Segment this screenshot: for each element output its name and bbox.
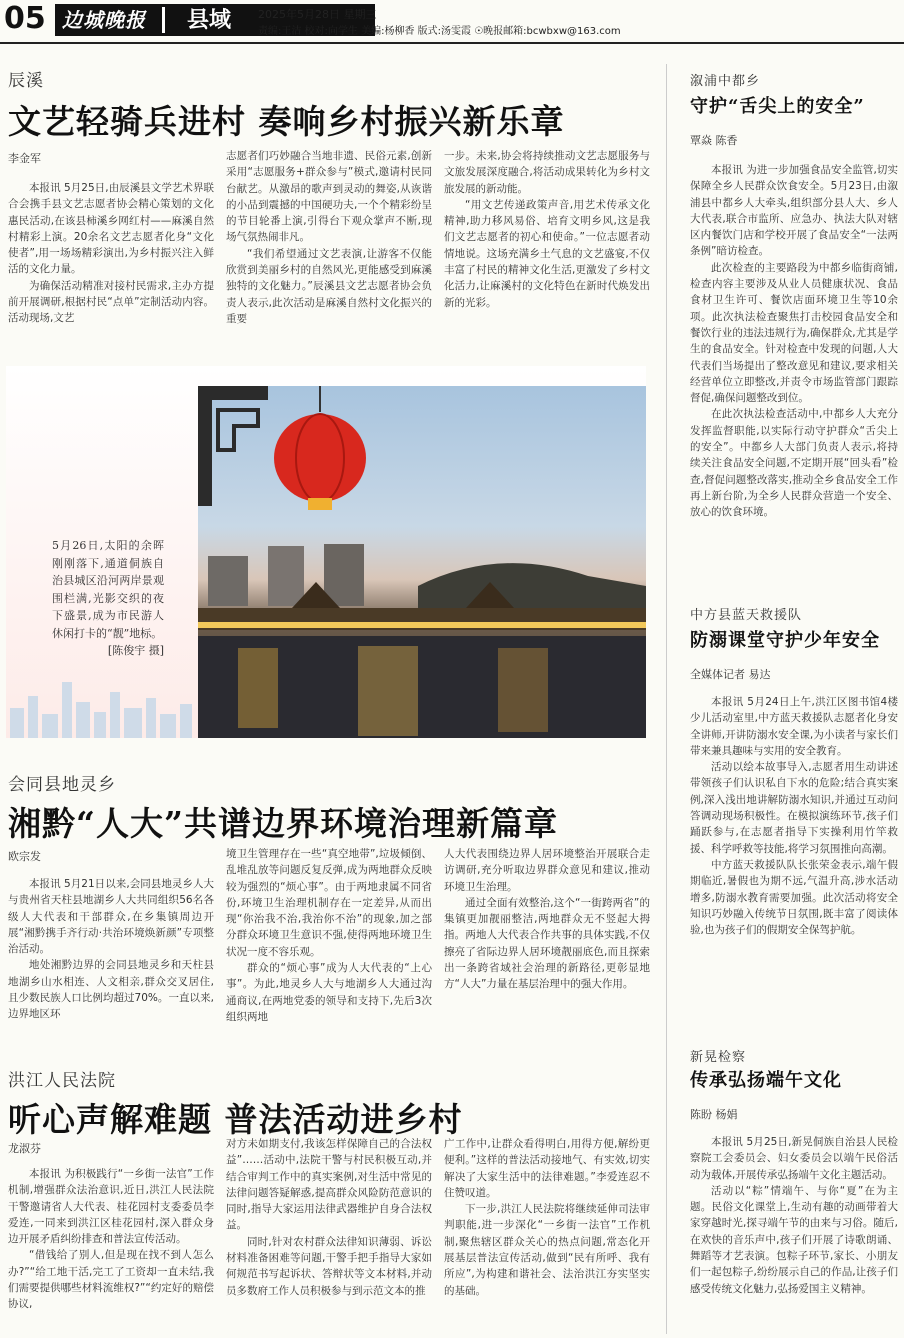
paragraph: 为确保活动精准对接村民需求,主办方提前开展调研,根据村民“点单”定制活动内容。活动现场,文艺 bbox=[8, 279, 214, 325]
photo-caption bbox=[52, 537, 164, 660]
article-column bbox=[444, 148, 650, 360]
article-column bbox=[226, 148, 432, 360]
paragraph: 对方未如期支付,我该怎样保障自己的合法权益”……活动中,法院干警与村民积极互动,并结合审判工作中的真实案例,对生活中常见的法律问题答疑解惑,提高群众风险防范意识的同时,指导大家运用法律武器维护自身合法权益。 bbox=[226, 1138, 432, 1232]
article-kicker: 会同县地灵乡 bbox=[8, 775, 116, 795]
article-headline: 湘黔“人大”共谱边界环境治理新篇章 bbox=[8, 804, 558, 843]
paragraph: 本报讯 5月25日,新晃侗族自治县人民检察院工会委员会、妇女委员会以端午民俗活动为载体,开展传承弘扬端午文化主题活动。 bbox=[690, 1136, 898, 1181]
article-column bbox=[8, 876, 214, 1036]
article-column bbox=[226, 846, 432, 1036]
paragraph: 本报讯 为进一步加强食品安全监管,切实保障全乡人民群众饮食安全。5月23日,由溆浦县中都乡人大牵头,组织部分县人大、乡人大代表,联合市监所、应急办、执法大队对辖区内餐饮门店和学校开展了食品安全“一法两条例”暗访检查。 bbox=[690, 164, 898, 258]
paragraph: “借钱给了别人,但是现在找不到人怎么办?”“给工地干活,完工了工资却一直未结,我们需要提供哪些材料流维权?”“约定好的赔偿协议, bbox=[8, 1249, 214, 1311]
paragraph: 同时,针对农村群众法律知识薄弱、诉讼材料准备困难等问题,干警手把手指导大家如何规范书写起诉状、答辩状等文本材料,并动员多数府工作人员积极参与到示范文本的推 bbox=[226, 1235, 432, 1297]
article-column bbox=[444, 846, 650, 1036]
article-author: 李金军 bbox=[8, 152, 41, 165]
page-number: 05 bbox=[4, 1, 46, 36]
paragraph: 中方蓝天救援队队长张荣金表示,端午假期临近,暑假也为期不远,气温升高,涉水活动增多,防溺水教育需要加强。此次活动将安全知识巧妙融入传统节日氛围,既丰富了阅读体验,也为孩子们的假期安全保驾护航。 bbox=[690, 858, 898, 937]
article-kicker: 辰溪 bbox=[8, 71, 44, 91]
article-column bbox=[444, 1136, 650, 1334]
photo-scene bbox=[198, 386, 646, 738]
paragraph: 志愿者们巧妙融合当地非遗、民俗元素,创新采用“志愿服务+群众参与”模式,邀请村民同台献艺。从激昂的歌声到灵动的舞姿,从诙谐的小品到震撼的中国硬功夫,一个个精彩纷呈的节目轮番上演,引得台下观众掌声不断,现场气氛热闹非凡。 bbox=[226, 150, 432, 244]
paragraph: 一步。未来,协会将持续推动文艺志愿服务与文旅发展深度融合,将活动成果转化为乡村文旅发展的新动能。 bbox=[444, 150, 650, 195]
sidebar-author: 覃焱 陈香 bbox=[690, 134, 738, 147]
photo-credit: [陈俊宇 摄] bbox=[107, 644, 164, 657]
paragraph: 本报讯 5月24日上午,洪江区图书馆4楼少儿活动室里,中方蓝天救援队志愿者化身安全讲师,开讲防溺水安全课,为小读者与家长们带来兼具趣味与实用的安全教育。 bbox=[690, 696, 898, 757]
paragraph: 境卫生管理存在一些“真空地带”,垃圾倾倒、乱堆乱放等问题反复反弹,成为两地群众反映较为强烈的“烦心事”。由于两地隶属不同省份,环境卫生治理机制存在一定差异,从而出现“你治我不治,我治你不治”的现象,加之部分群众环境卫生意识不强,使得两地环境卫生状况一度不容乐观。 bbox=[226, 848, 432, 958]
paragraph: 在此次执法检查活动中,中都乡人大充分发挥监督职能,以实际行动守护群众“舌尖上的安全”。中都乡人大部门负责人表示,将持续关注食品安全问题,不定期开展“回头看”检查,督促问题整改落实,推动全乡食品安全工作再上新台阶,为全乡人民群众营造一个安全、放心的饮食环境。 bbox=[690, 408, 898, 519]
article-kicker: 洪江人民法院 bbox=[8, 1071, 116, 1091]
paragraph: 本报讯 5月21日以来,会同县地灵乡人大与贵州省天柱县地湖乡人大共同组织56名各级人大代表和干部群众,在乡集镇周边开展“湘黔携手齐行动·共治环境焕新颜”专项整治活动。 bbox=[8, 878, 214, 956]
paragraph: “我们希望通过文艺表演,让游客不仅能欣赏到美丽乡村的自然风光,更能感受到麻溪独特的文化魅力。”辰溪县文艺志愿者协会负责人表示,此次活动是麻溪自然村文化振兴的重要 bbox=[226, 247, 432, 325]
paper-name: 边城晚报 bbox=[62, 8, 146, 32]
paragraph: “用文艺传递政策声音,用艺术传承文化精神,助力移风易俗、培育文明乡风,这是我们文艺志愿者的初心和使命。”一位志愿者动情地说。这场充满乡土气息的文艺盛宴,不仅丰富了村民的精神文化生活,更激发了乡村文化活力,让麻溪村的文化特色在新时代焕发出新的光彩。 bbox=[444, 198, 650, 309]
sidebar-body bbox=[690, 162, 898, 572]
riverside-night-photo bbox=[198, 386, 646, 738]
article-author: 欧宗发 bbox=[8, 850, 41, 863]
article-author: 龙淑芬 bbox=[8, 1142, 41, 1155]
sidebar-body bbox=[690, 1134, 898, 1334]
sidebar-kicker: 中方县蓝天救援队 bbox=[690, 608, 803, 623]
paragraph: 广工作中,让群众看得明白,用得方便,解纷更便利。”这样的普法活动接地气、有实效,切实解决了大家生活中的法律难题。”李爱连忍不住赞叹道。 bbox=[444, 1138, 650, 1199]
article-column bbox=[8, 180, 214, 360]
issue-date: 2025年5月28日 星期三 bbox=[258, 8, 377, 21]
column-divider bbox=[666, 64, 667, 1334]
paragraph: 通过全面有效整治,这个“一街跨两省”的集镇更加靓丽整洁,两地群众无不竖起大拇指。两地人大代表合作共事的具体实践,不仅擦亮了省际边界人居环境靓丽底色,而且探索出一条跨省域社会治理的新路径,更彰显地方“人大”力量在基层治理中的强大作用。 bbox=[444, 896, 650, 991]
header-rule bbox=[0, 42, 904, 44]
sidebar-headline: 防溺课堂守护少年安全 bbox=[690, 630, 880, 651]
article-headline: 听心声解难题 普法活动进乡村 bbox=[8, 1100, 463, 1139]
paragraph: 地处湘黔边界的会同县地灵乡和天柱县地湖乡山水相连、人文相亲,群众交叉居住,且少数民族人口比例均超过70%。一直以来,边界地区环 bbox=[8, 959, 214, 1021]
paragraph: 本报讯 5月25日,由辰溪县文学艺术界联合会携手县文艺志愿者协会精心策划的文化惠民活动,在该县柿溪乡网红村——麻溪自然村精彩上演。20余名文艺志愿者化身“文化使者”,用一场场精彩演出,为乡村振兴注入鲜活的文化力量。 bbox=[8, 182, 214, 276]
caption-text: 5月26日,太阳的余晖刚刚落下,通道侗族自治县城区沿河两岸景观围栏满,光影交织的夜下盛景,成为市民游人休闲打卡的“靓”地标。 bbox=[52, 539, 164, 640]
skyline-illustration bbox=[6, 668, 196, 738]
sidebar-kicker: 溆浦中都乡 bbox=[690, 74, 761, 89]
sidebar-author: 陈盼 杨娟 bbox=[690, 1108, 738, 1121]
section-name: 县域 bbox=[162, 7, 253, 33]
sidebar-headline: 传承弘扬端午文化 bbox=[690, 1070, 842, 1091]
paragraph: 活动以“粽”情端午、与你“夏”在为主题。民俗文化课堂上,生动有趣的动画带着大家穿越时光,探寻端午节的由来与习俗。随后,在欢快的音乐声中,孩子们开展了诗歌朗诵、舞蹈等才艺表演。包粽子环节,家长、小朋友们一起包粽子,纷纷展示自己的作品,让孩子们感受传统文化魅力,弘扬爱国主义精神。 bbox=[690, 1184, 898, 1295]
paragraph: 此次检查的主要路段为中都乡临街商铺,检查内容主要涉及从业人员健康状况、食品食材卫生许可、餐饮店面环境卫生等10余项。此次执法检查聚焦打击校园食品安全和餐饮行业的违法违规行为,确保群众,尤其是学生的食品安全。针对检查中发现的问题,人大代表们当场提出了整改意见和建议,要求相关经营单位立即整改,并责令市场监管部门跟踪督促,确保问题整改到位。 bbox=[690, 261, 898, 405]
sidebar-kicker: 新晃检察 bbox=[690, 1050, 747, 1065]
paragraph: 下一步,洪江人民法院将继续延伸司法审判职能,进一步深化“一乡街一法官”工作机制,聚焦辖区群众关心的热点问题,常态化开展基层普法宣传活动,做到“民有所呼、我有所应”,为构建和谐社会、法治洪江夯实坚实的基础。 bbox=[444, 1203, 650, 1297]
paragraph: 人大代表围绕边界人居环境整治开展联合走访调研,充分听取边界群众意见和建议,推动环境卫生治理。 bbox=[444, 848, 650, 893]
paragraph: 群众的“烦心事”成为人大代表的“上心事”。为此,地灵乡人大与地湖乡人大通过沟通商议,在两地党委的领导和支持下,先后3次组织两地 bbox=[226, 962, 432, 1023]
sidebar-body bbox=[690, 694, 898, 1034]
paragraph: 活动以绘本故事导入,志愿者用生动讲述带领孩子们认识私自下水的危险;结合真实案例,深入浅出地讲解防溺水知识,并通过互动问答调动现场积极性。在模拟演练环节,孩子们踊跃参与,在志愿者指导下实操利用竹竿救援、科学呼救等技能,将学习氛围推向高潮。 bbox=[690, 761, 898, 855]
article-column bbox=[8, 1166, 214, 1334]
sidebar-author: 全媒体记者 易达 bbox=[690, 668, 771, 681]
sidebar-headline: 守护“舌尖上的安全” bbox=[690, 96, 865, 117]
paragraph: 本报讯 为积极践行“一乡街一法官”工作机制,增强群众法治意识,近日,洪江人民法院干警邀请省人大代表、桂花园村支委委员李爱连,一同来到洪江区桂花园村,深入群众身边开展矛盾纠纷排查和普法宣传活动。 bbox=[8, 1168, 214, 1246]
staff-line: 责编:王洁 校对:向学生 美编:杨柳香 版式:汤雯霞 ☉晚报邮箱:bcwbxw@163.com bbox=[258, 26, 621, 37]
article-headline: 文艺轻骑兵进村 奏响乡村振兴新乐章 bbox=[8, 102, 565, 141]
article-column bbox=[226, 1136, 432, 1334]
